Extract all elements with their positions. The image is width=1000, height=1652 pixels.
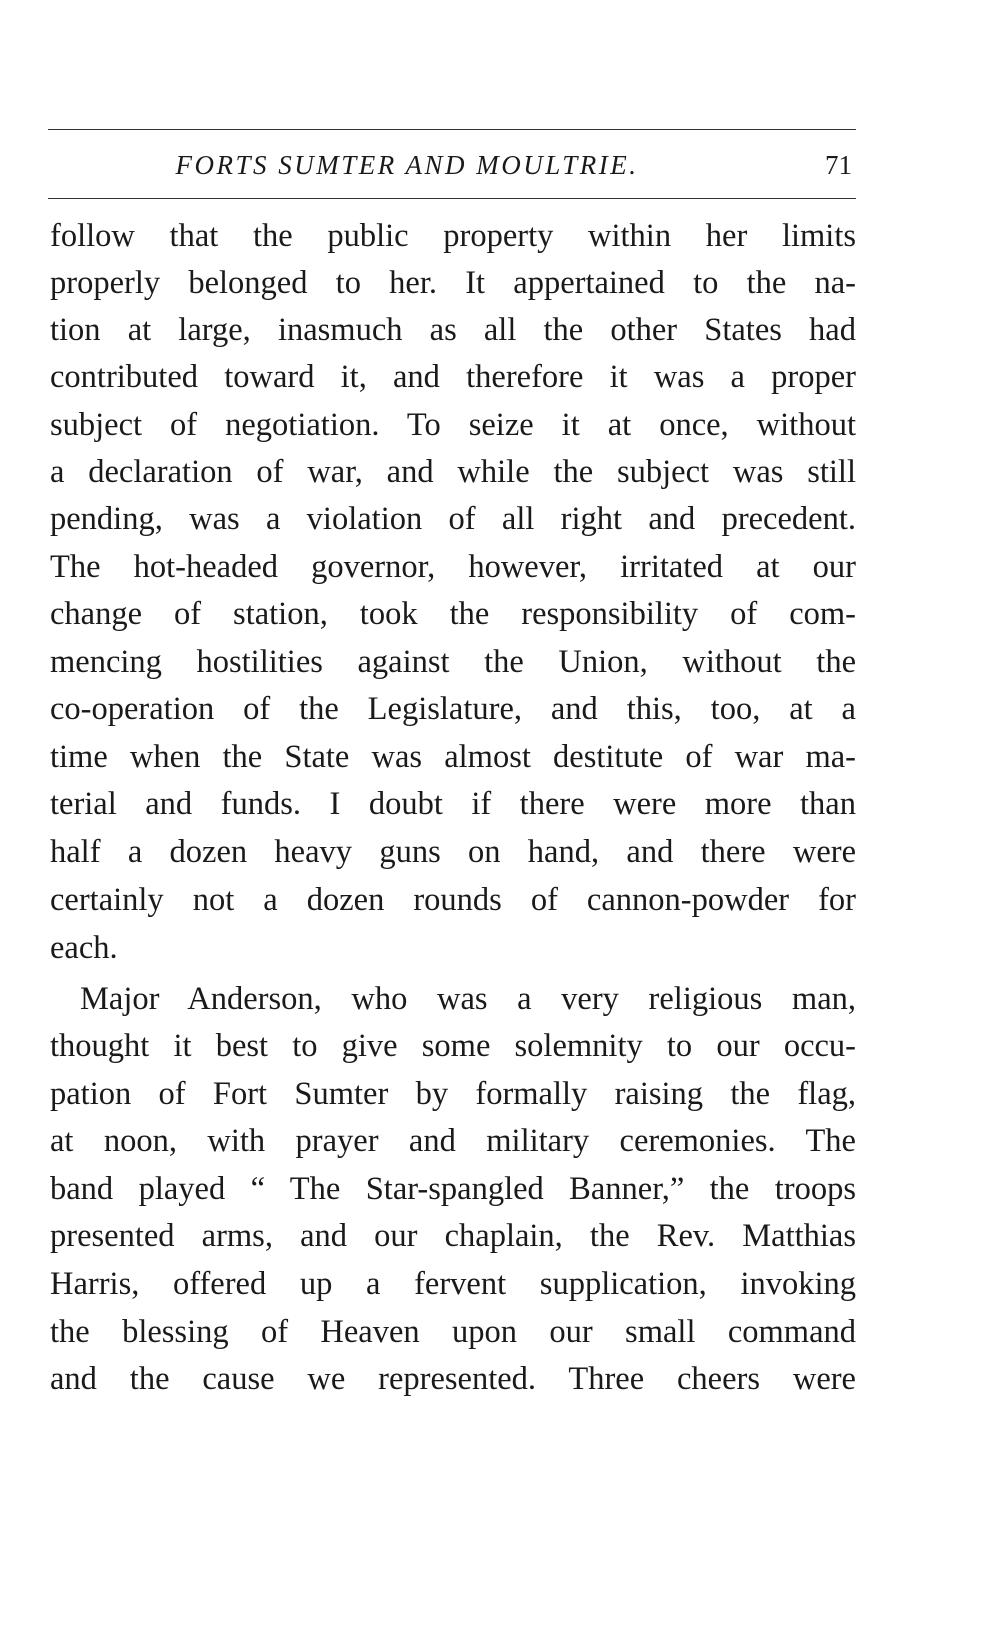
text-line: half a dozen heavy guns on hand, and there were [50,834,856,870]
page-number: 71 [825,150,852,180]
text-line: presented arms, and our chaplain, the Rev. Matthias [50,1218,856,1254]
header-bottom-rule [48,198,856,199]
text-line: time when the State was almost destitute of war ma- [50,739,856,775]
text-line: The hot-headed governor, however, irritated at our [50,549,856,585]
text-line: terial and funds. I doubt if there were more than [50,786,856,822]
text-line: follow that the public property within her limits [50,218,856,254]
text-line: certainly not a dozen rounds of cannon-powder for [50,882,856,918]
running-head [48,150,856,184]
text-line: pending, was a violation of all right and precedent. [50,501,856,537]
text-line: contributed toward it, and therefore it was a proper [50,359,856,395]
text-line: mencing hostilities against the Union, without the [50,644,856,680]
text-line: tion at large, inasmuch as all the other States had [50,312,856,348]
running-title: FORTS SUMTER AND MOULTRIE. [175,150,639,180]
text-line: and the cause we represented. Three cheers were [50,1361,856,1397]
header-top-rule [48,129,856,130]
text-line: pation of Fort Sumter by formally raising the flag, [50,1076,856,1112]
text-line: each. [50,930,118,966]
text-line: subject of negotiation. To seize it at once, without [50,407,856,443]
text-line: change of station, took the responsibility of com- [50,596,856,632]
text-line: properly belonged to her. It appertained to the na- [50,265,856,301]
text-line: co-operation of the Legislature, and this, too, at a [50,691,856,727]
text-line: thought it best to give some solemnity to our occu- [50,1028,856,1064]
text-line: a declaration of war, and while the subject was still [50,454,856,490]
text-line: the blessing of Heaven upon our small command [50,1314,856,1350]
text-line: Major Anderson, who was a very religious man, [80,981,856,1017]
text-line: Harris, offered up a fervent supplication, invoking [50,1266,856,1302]
text-line: at noon, with prayer and military ceremonies. The [50,1123,856,1159]
text-line: band played “ The Star-spangled Banner,” the troops [50,1171,856,1207]
